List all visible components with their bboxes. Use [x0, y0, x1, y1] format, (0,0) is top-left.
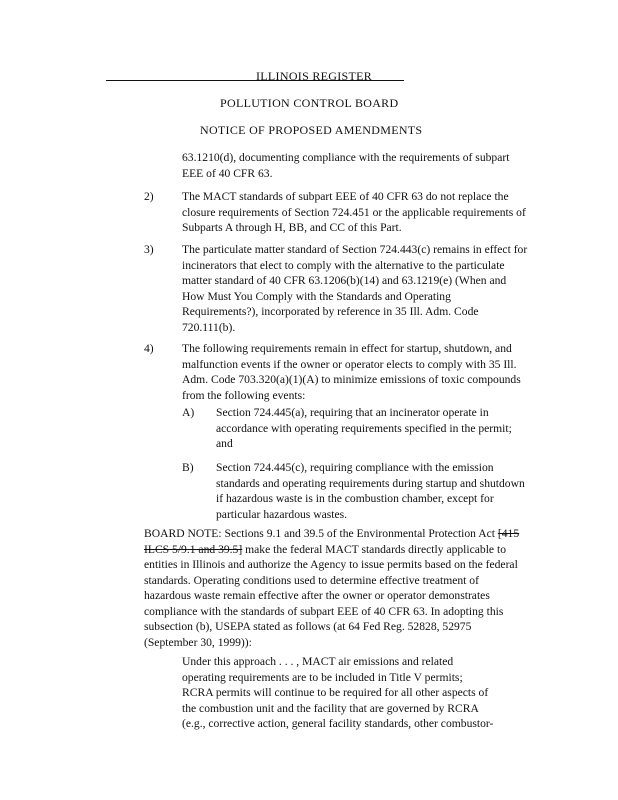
board-note — [144, 526, 548, 650]
item-paragraph — [182, 189, 547, 236]
subitem-line: particular hazardous wastes. — [216, 507, 348, 521]
subitem-paragraph — [216, 405, 546, 452]
intro-line: EEE of 40 CFR 63. — [182, 166, 273, 180]
board-note-line: subsection (b), USEPA stated as follows (at 64 Fed Reg. 52828, 52975 — [144, 620, 472, 633]
item-paragraph — [182, 341, 547, 403]
item-line: The particulate matter standard of Section 724.443(c) remains in effect for — [182, 243, 528, 256]
subitem-line: and — [216, 437, 233, 450]
item-line: How Must You Comply with the Standards and Operating — [182, 289, 451, 303]
quote-line: Under this approach . . . , MACT air emissions and related — [182, 655, 454, 668]
item-number: 2) — [144, 190, 154, 203]
subitem-line: Section 724.445(a), requiring that an incinerator operate in — [216, 406, 489, 419]
item-number: 4) — [144, 342, 154, 355]
intro-line: 63.1210(d), documenting compliance with the requirements of subpart — [182, 151, 510, 164]
subitem-line: if hazardous waste is in the combustion chamber, except for — [216, 492, 494, 505]
quote-line: RCRA permits will continue to be required for all other aspects of — [182, 686, 489, 699]
item-line: Requirements?), incorporated by reference in 35 Ill. Adm. Code — [182, 305, 479, 318]
subitem-letter: B) — [182, 461, 194, 474]
board-note-line — [144, 526, 548, 542]
struck-text: ILCS 5/9.1 and 39.5] — [144, 542, 243, 556]
notice-title: NOTICE OF PROPOSED AMENDMENTS — [200, 123, 423, 137]
subitem-letter: A) — [182, 406, 195, 419]
quote-line: operating requirements are to be included in Title V permits; — [182, 670, 463, 684]
intro-paragraph — [182, 150, 547, 181]
item-line: The following requirements remain in effect for startup, shutdown, and — [182, 342, 512, 355]
item-line: Adm. Code 703.320(a)(1)(A) to minimize emissions of toxic compounds — [182, 373, 521, 386]
item-line: from the following events: — [182, 388, 306, 402]
board-note-line: (September 30, 1999)): — [144, 635, 252, 649]
subitem-line: accordance with operating requirements specified in the permit; — [216, 421, 512, 435]
item-line: The MACT standards of subpart EEE of 40 CFR 63 do not replace the — [182, 190, 509, 203]
item-line: matter standard of 40 CFR 63.1206(b)(14) and 63.1219(e) (When and — [182, 274, 507, 287]
quote-line: the combustion unit and the facility that are governed by RCRA — [182, 701, 479, 715]
quoted-passage — [182, 654, 522, 732]
item-line: malfunction events if the owner or operator elects to comply with 35 Ill. — [182, 357, 517, 371]
board-note-text: make the federal MACT standards directly applicable to — [242, 542, 506, 556]
subitem-line: Section 724.445(c), requiring compliance with the emission — [216, 461, 494, 474]
board-note-line: standards. Operating conditions used to determine effective treatment of — [144, 573, 479, 587]
register-title: ILLINOIS REGISTER — [256, 69, 373, 83]
item-line: incinerators that elect to comply with the alternative to the particulate — [182, 258, 505, 272]
subitem-paragraph — [216, 460, 546, 522]
item-paragraph — [182, 242, 547, 335]
quote-line: (e.g., corrective action, general facility standards, other combustor- — [182, 717, 494, 730]
item-number: 3) — [144, 243, 154, 256]
board-note-line — [144, 542, 548, 558]
board-title: POLLUTION CONTROL BOARD — [220, 96, 399, 110]
board-note-text: BOARD NOTE: Sections 9.1 and 39.5 of the Environmental Protection Act — [144, 527, 498, 540]
board-note-line: entities in Illinois and authorize the Agency to issue permits based on the federal — [144, 558, 518, 571]
item-line: 720.111(b). — [182, 320, 236, 334]
board-note-line: hazardous waste remain effective after the owner or operator demonstrates — [144, 589, 490, 602]
board-note-line: compliance with the standards of subpart EEE of 40 CFR 63. In adopting this — [144, 604, 504, 618]
item-line: Subparts A through H, BB, and CC of this Part. — [182, 221, 402, 234]
subitem-line: standards and operating requirements during startup and shutdown — [216, 476, 525, 490]
item-line: closure requirements of Section 724.451 or the applicable requirements of — [182, 205, 526, 219]
struck-text: [415 — [497, 527, 520, 540]
